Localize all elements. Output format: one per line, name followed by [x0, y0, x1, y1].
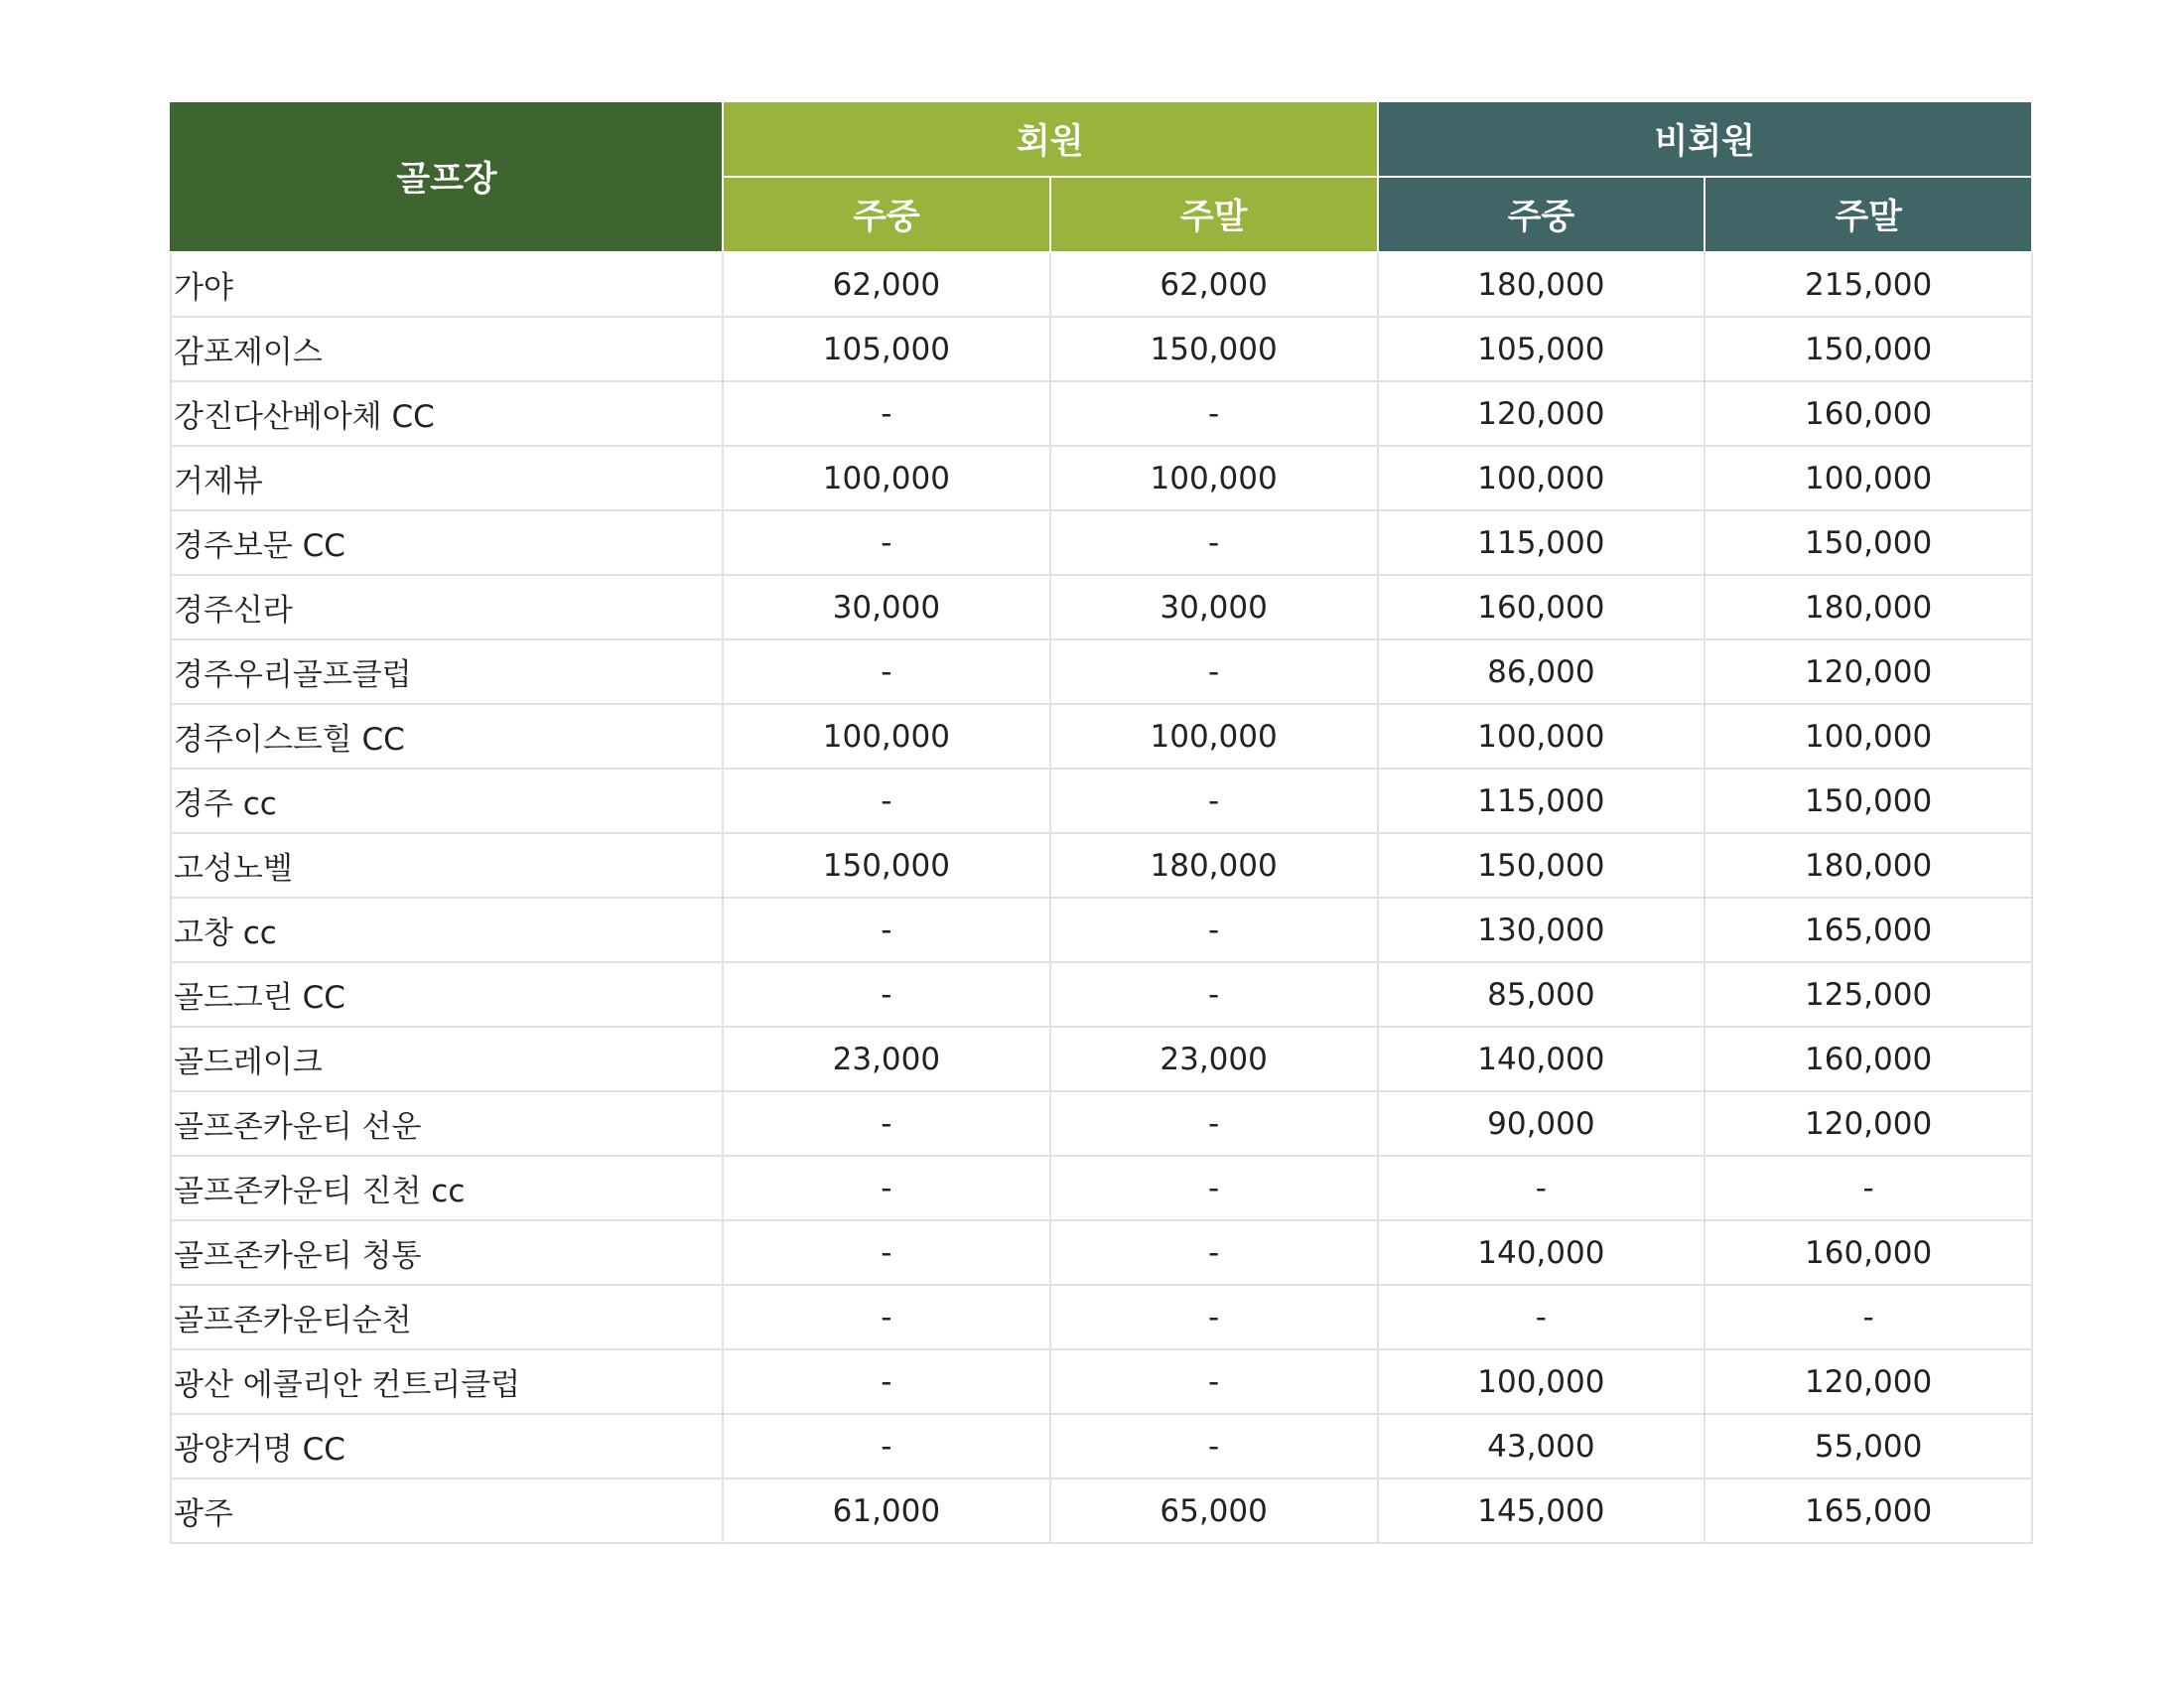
member-weekday-fee-cell: - — [723, 639, 1050, 704]
nonmember-weekday-fee-cell: 115,000 — [1378, 510, 1706, 575]
golf-course-name-cell: 감포제이스 — [171, 317, 723, 381]
member-weekend-fee-cell: 62,000 — [1050, 252, 1378, 317]
member-weekend-fee-cell: 150,000 — [1050, 317, 1378, 381]
golf-course-name-cell: 골드그린 CC — [171, 962, 723, 1027]
nonmember-weekend-fee-cell: 165,000 — [1705, 1478, 2032, 1543]
table-row — [171, 704, 2032, 769]
nonmember-weekday-fee-cell: 140,000 — [1378, 1027, 1706, 1091]
nonmember-weekend-fee-cell: 120,000 — [1705, 639, 2032, 704]
golf-fee-table-container — [170, 100, 2031, 1544]
member-weekend-fee-cell: - — [1050, 962, 1378, 1027]
nonmember-weekend-fee-cell: 120,000 — [1705, 1349, 2032, 1414]
member-weekday-fee-cell: - — [723, 381, 1050, 446]
nonmember-weekday-fee-cell: 100,000 — [1378, 704, 1706, 769]
nonmember-weekday-fee-cell: 105,000 — [1378, 317, 1706, 381]
member-weekend-fee-cell: - — [1050, 1349, 1378, 1414]
table-row — [171, 1027, 2032, 1091]
golf-course-name-cell: 광산 에콜리안 컨트리클럽 — [171, 1349, 723, 1414]
nonmember-weekend-fee-cell: 120,000 — [1705, 1091, 2032, 1156]
member-weekend-fee-cell: - — [1050, 769, 1378, 833]
member-weekday-fee-cell: - — [723, 1220, 1050, 1285]
member-weekend-fee-cell: - — [1050, 1414, 1378, 1478]
header-member-weekday: 주중 — [723, 177, 1050, 252]
nonmember-weekday-fee-cell: 130,000 — [1378, 898, 1706, 962]
table-row — [171, 898, 2032, 962]
table-row — [171, 639, 2032, 704]
table-header — [171, 101, 2032, 252]
member-weekday-fee-cell: 150,000 — [723, 833, 1050, 898]
nonmember-weekday-fee-cell: 115,000 — [1378, 769, 1706, 833]
nonmember-weekday-fee-cell: 85,000 — [1378, 962, 1706, 1027]
table-row — [171, 962, 2032, 1027]
golf-course-name-cell: 경주 cc — [171, 769, 723, 833]
nonmember-weekday-fee-cell: 160,000 — [1378, 575, 1706, 639]
nonmember-weekday-fee-cell: 120,000 — [1378, 381, 1706, 446]
member-weekday-fee-cell: - — [723, 769, 1050, 833]
nonmember-weekend-fee-cell: 100,000 — [1705, 446, 2032, 510]
golf-course-name-cell: 골드레이크 — [171, 1027, 723, 1091]
golf-course-name-cell: 경주우리골프클럽 — [171, 639, 723, 704]
nonmember-weekend-fee-cell: 150,000 — [1705, 317, 2032, 381]
table-row — [171, 1220, 2032, 1285]
member-weekend-fee-cell: 30,000 — [1050, 575, 1378, 639]
nonmember-weekend-fee-cell: 165,000 — [1705, 898, 2032, 962]
table-row — [171, 1091, 2032, 1156]
table-row — [171, 1349, 2032, 1414]
table-row — [171, 446, 2032, 510]
member-weekday-fee-cell: - — [723, 510, 1050, 575]
member-weekend-fee-cell: - — [1050, 1156, 1378, 1220]
member-weekday-fee-cell: - — [723, 1414, 1050, 1478]
nonmember-weekend-fee-cell: 55,000 — [1705, 1414, 2032, 1478]
member-weekend-fee-cell: 100,000 — [1050, 446, 1378, 510]
table-row — [171, 833, 2032, 898]
nonmember-weekday-fee-cell: 86,000 — [1378, 639, 1706, 704]
member-weekday-fee-cell: - — [723, 1349, 1050, 1414]
member-weekday-fee-cell: - — [723, 898, 1050, 962]
nonmember-weekend-fee-cell: 180,000 — [1705, 833, 2032, 898]
member-weekend-fee-cell: 23,000 — [1050, 1027, 1378, 1091]
header-member-weekend: 주말 — [1050, 177, 1378, 252]
header-nonmember-weekday: 주중 — [1378, 177, 1706, 252]
table-row — [171, 575, 2032, 639]
member-weekend-fee-cell: - — [1050, 510, 1378, 575]
table-body — [171, 252, 2032, 1543]
member-weekend-fee-cell: 180,000 — [1050, 833, 1378, 898]
header-nonmember-weekend: 주말 — [1705, 177, 2032, 252]
nonmember-weekday-fee-cell: 145,000 — [1378, 1478, 1706, 1543]
table-row — [171, 1156, 2032, 1220]
nonmember-weekday-fee-cell: 150,000 — [1378, 833, 1706, 898]
member-weekday-fee-cell: 30,000 — [723, 575, 1050, 639]
member-weekday-fee-cell: - — [723, 962, 1050, 1027]
member-weekday-fee-cell: 105,000 — [723, 317, 1050, 381]
golf-course-name-cell: 강진다산베아체 CC — [171, 381, 723, 446]
member-weekday-fee-cell: 100,000 — [723, 446, 1050, 510]
nonmember-weekend-fee-cell: 160,000 — [1705, 1027, 2032, 1091]
member-weekday-fee-cell: 62,000 — [723, 252, 1050, 317]
member-weekday-fee-cell: 100,000 — [723, 704, 1050, 769]
golf-course-name-cell: 광양거명 CC — [171, 1414, 723, 1478]
member-weekend-fee-cell: - — [1050, 639, 1378, 704]
member-weekday-fee-cell: - — [723, 1156, 1050, 1220]
nonmember-weekday-fee-cell: - — [1378, 1156, 1706, 1220]
nonmember-weekday-fee-cell: 180,000 — [1378, 252, 1706, 317]
nonmember-weekend-fee-cell: 125,000 — [1705, 962, 2032, 1027]
nonmember-weekend-fee-cell: 160,000 — [1705, 381, 2032, 446]
golf-course-name-cell: 가야 — [171, 252, 723, 317]
nonmember-weekend-fee-cell: 160,000 — [1705, 1220, 2032, 1285]
member-weekend-fee-cell: - — [1050, 1220, 1378, 1285]
nonmember-weekday-fee-cell: 43,000 — [1378, 1414, 1706, 1478]
table-row — [171, 510, 2032, 575]
golf-course-name-cell: 골프존카운티 진천 cc — [171, 1156, 723, 1220]
table-row — [171, 1285, 2032, 1349]
member-weekday-fee-cell: 23,000 — [723, 1027, 1050, 1091]
member-weekend-fee-cell: - — [1050, 1091, 1378, 1156]
golf-course-name-cell: 고성노벨 — [171, 833, 723, 898]
nonmember-weekend-fee-cell: 150,000 — [1705, 769, 2032, 833]
golf-course-name-cell: 거제뷰 — [171, 446, 723, 510]
nonmember-weekend-fee-cell: - — [1705, 1156, 2032, 1220]
member-weekday-fee-cell: - — [723, 1091, 1050, 1156]
golf-course-name-cell: 경주보문 CC — [171, 510, 723, 575]
nonmember-weekday-fee-cell: 90,000 — [1378, 1091, 1706, 1156]
nonmember-weekend-fee-cell: 100,000 — [1705, 704, 2032, 769]
golf-course-name-cell: 경주신라 — [171, 575, 723, 639]
nonmember-weekend-fee-cell: 180,000 — [1705, 575, 2032, 639]
nonmember-weekday-fee-cell: - — [1378, 1285, 1706, 1349]
nonmember-weekend-fee-cell: 150,000 — [1705, 510, 2032, 575]
member-weekend-fee-cell: 65,000 — [1050, 1478, 1378, 1543]
member-weekday-fee-cell: - — [723, 1285, 1050, 1349]
table-row — [171, 1414, 2032, 1478]
table-row — [171, 1478, 2032, 1543]
nonmember-weekend-fee-cell: 215,000 — [1705, 252, 2032, 317]
member-weekend-fee-cell: - — [1050, 898, 1378, 962]
nonmember-weekday-fee-cell: 100,000 — [1378, 446, 1706, 510]
table-row — [171, 381, 2032, 446]
nonmember-weekday-fee-cell: 100,000 — [1378, 1349, 1706, 1414]
member-weekend-fee-cell: 100,000 — [1050, 704, 1378, 769]
header-golf-course: 골프장 — [171, 101, 723, 252]
header-member-group: 회원 — [723, 101, 1378, 177]
table-row — [171, 769, 2032, 833]
member-weekend-fee-cell: - — [1050, 1285, 1378, 1349]
golf-course-name-cell: 골프존카운티순천 — [171, 1285, 723, 1349]
table-row — [171, 252, 2032, 317]
golf-course-name-cell: 골프존카운티 선운 — [171, 1091, 723, 1156]
golf-course-name-cell: 광주 — [171, 1478, 723, 1543]
nonmember-weekday-fee-cell: 140,000 — [1378, 1220, 1706, 1285]
golf-course-name-cell: 고창 cc — [171, 898, 723, 962]
golf-course-name-cell: 골프존카운티 청통 — [171, 1220, 723, 1285]
golf-course-name-cell: 경주이스트힐 CC — [171, 704, 723, 769]
member-weekend-fee-cell: - — [1050, 381, 1378, 446]
member-weekday-fee-cell: 61,000 — [723, 1478, 1050, 1543]
nonmember-weekend-fee-cell: - — [1705, 1285, 2032, 1349]
golf-fee-table — [170, 100, 2033, 1544]
table-row — [171, 317, 2032, 381]
header-nonmember-group: 비회원 — [1378, 101, 2033, 177]
